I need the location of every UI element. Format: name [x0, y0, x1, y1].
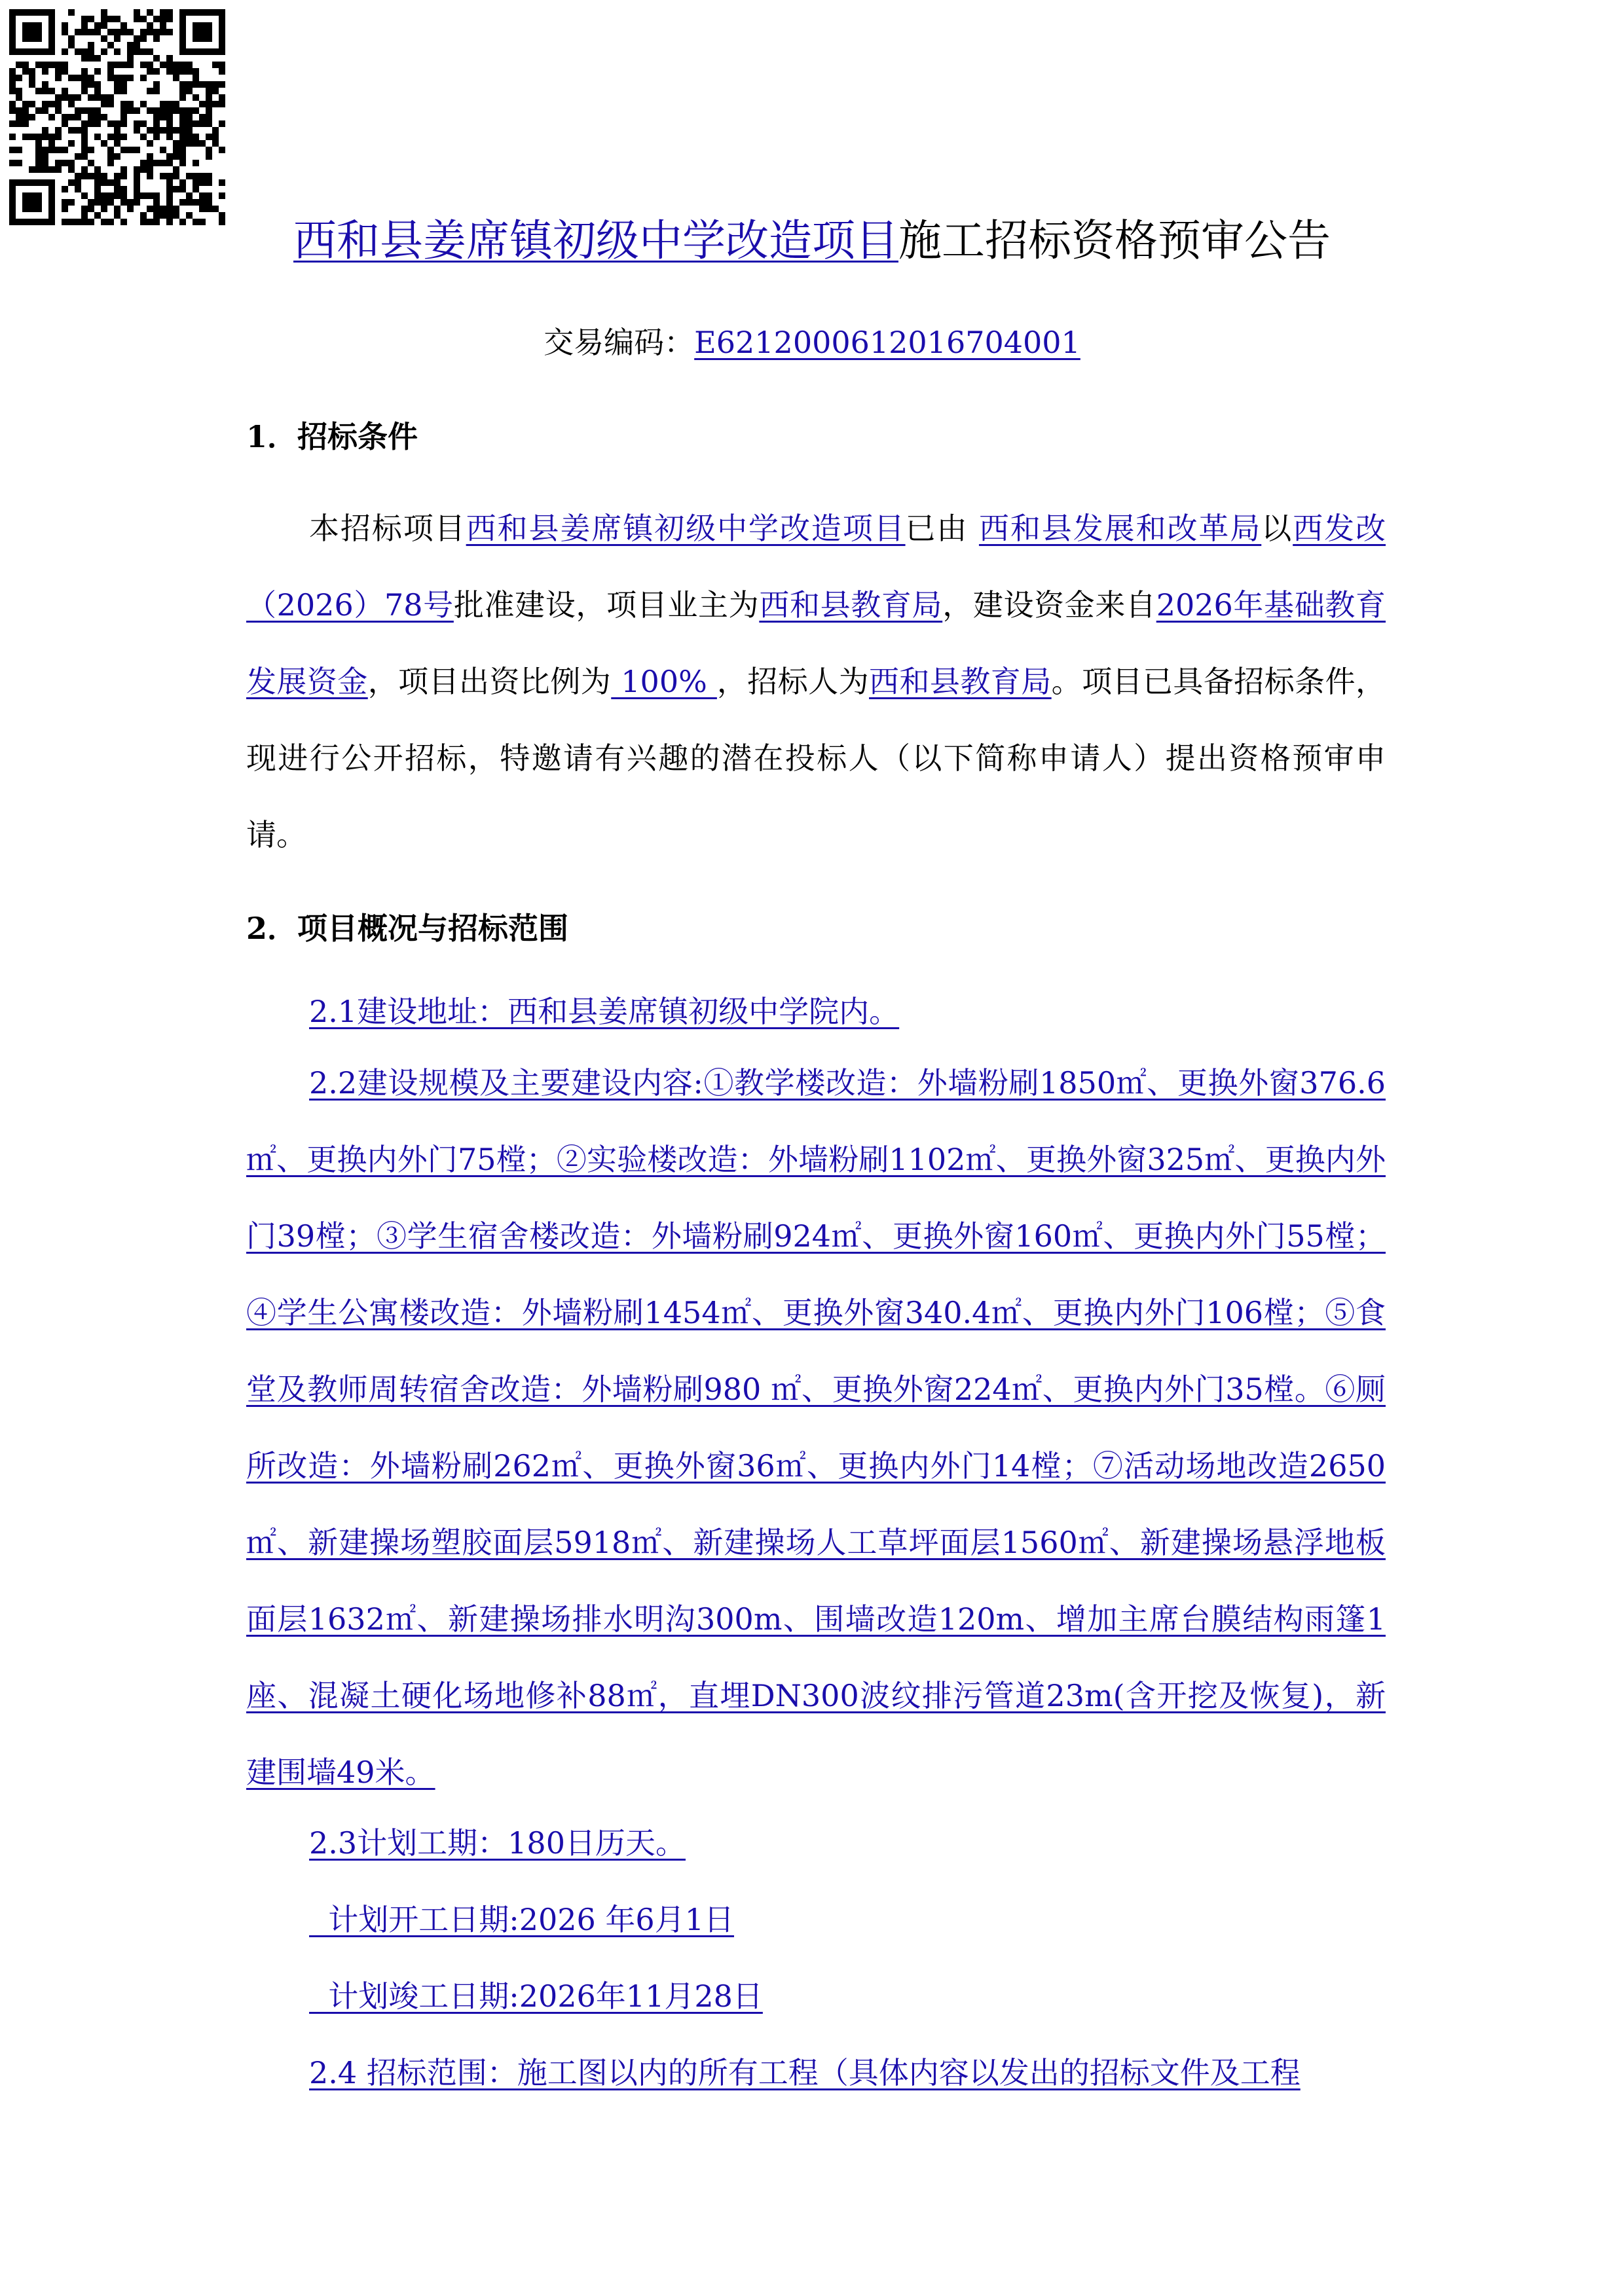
approver-link[interactable]: 西和县发展和改革局	[978, 511, 1262, 546]
duration-link[interactable]: 2.3计划工期：180日历天。	[309, 1825, 686, 1861]
start-date-link[interactable]: 计划开工日期:2026 年6月1日	[309, 1902, 734, 1937]
title-suffix: 施工招标资格预审公告	[898, 215, 1331, 266]
scale-link[interactable]: 2.2建设规模及主要建设内容:①教学楼改造：外墙粉刷1850㎡、更换外窗376.6㎡、更换内外门75樘；②实验楼改造：外墙粉刷1102㎡、更换外窗325㎡、更换内外门39樘；③学生宿舍楼改造：外墙粉刷924㎡、更换外窗160㎡、更换内外门55樘；④学生公寓楼改造：外墙粉刷1454㎡、更换外窗340.4㎡、更换内外门106樘；⑤食堂及教师周转宿舍改造：外墙粉刷980 ㎡、更换外窗224㎡、更换内外门35樘。⑥厕所改造：外墙粉刷262㎡、更换外窗36㎡、更换内外门14樘；⑦活动场地改造2650㎡、新建操场塑胶面层5918㎡、新建操场人工草坪面层1560㎡、新建操场悬浮地板面层1632㎡、新建操场排水明沟300m、围墙改造120m、增加主席台膜结构雨篷1座、混凝土硬化场地修补88㎡，直埋DN300波纹排污管道23m(含开挖及恢复)，新建围墙49米。	[246, 1065, 1386, 1790]
transaction-code-link[interactable]: E6212000612016704001	[694, 325, 1080, 360]
ratio-link[interactable]: 100%	[611, 664, 717, 699]
qr-code-icon	[9, 9, 225, 225]
text-fragment: ，招标人为	[716, 664, 870, 699]
transaction-code-line	[0, 313, 1624, 372]
tenderer-link[interactable]: 西和县教育局	[869, 664, 1052, 699]
transaction-code-label: 交易编码：	[544, 325, 695, 360]
site-link[interactable]: 2.1建设地址：西和县姜席镇初级中学院内。	[309, 994, 900, 1029]
section-1-paragraph	[246, 490, 1386, 873]
page-title	[0, 208, 1624, 274]
text-fragment: 已由	[905, 511, 979, 546]
scope-line	[309, 2043, 1301, 2102]
scope-link[interactable]: 2.4 招标范围：施工图以内的所有工程（具体内容以发出的招标文件及工程	[309, 2055, 1301, 2090]
text-fragment: 。项目已具备招标条件，现进行公开招标，特邀请有兴趣的潜在投标人（以下简称申请人）提出资格预审申请。	[246, 664, 1386, 852]
project-name-link[interactable]: 西和县姜席镇初级中学改造项目	[466, 511, 906, 546]
scale-paragraph	[246, 1045, 1386, 1811]
title-project-link[interactable]: 西和县姜席镇初级中学改造项目	[293, 215, 898, 266]
section-1-heading: 1．招标条件	[246, 419, 418, 454]
approval-doc-link[interactable]: 西发改（2026）78号	[246, 511, 1386, 623]
funding-link[interactable]: 2026年基础教育发展资金	[246, 587, 1386, 699]
text-fragment: 本招标项目	[309, 511, 466, 546]
section-2-heading: 2．项目概况与招标范围	[246, 911, 569, 946]
text-fragment: ，项目出资比例为	[367, 664, 612, 699]
end-date-line	[309, 1967, 763, 2026]
owner-link[interactable]: 西和县教育局	[759, 587, 943, 623]
duration-line	[309, 1813, 686, 1872]
start-date-line	[309, 1890, 734, 1949]
end-date-link[interactable]: 计划竣工日期:2026年11月28日	[309, 1978, 763, 2014]
site-line	[309, 982, 899, 1041]
text-fragment: 以	[1261, 511, 1293, 546]
text-fragment: ，建设资金来自	[942, 587, 1156, 623]
text-fragment: 批准建设，项目业主为	[453, 587, 760, 623]
